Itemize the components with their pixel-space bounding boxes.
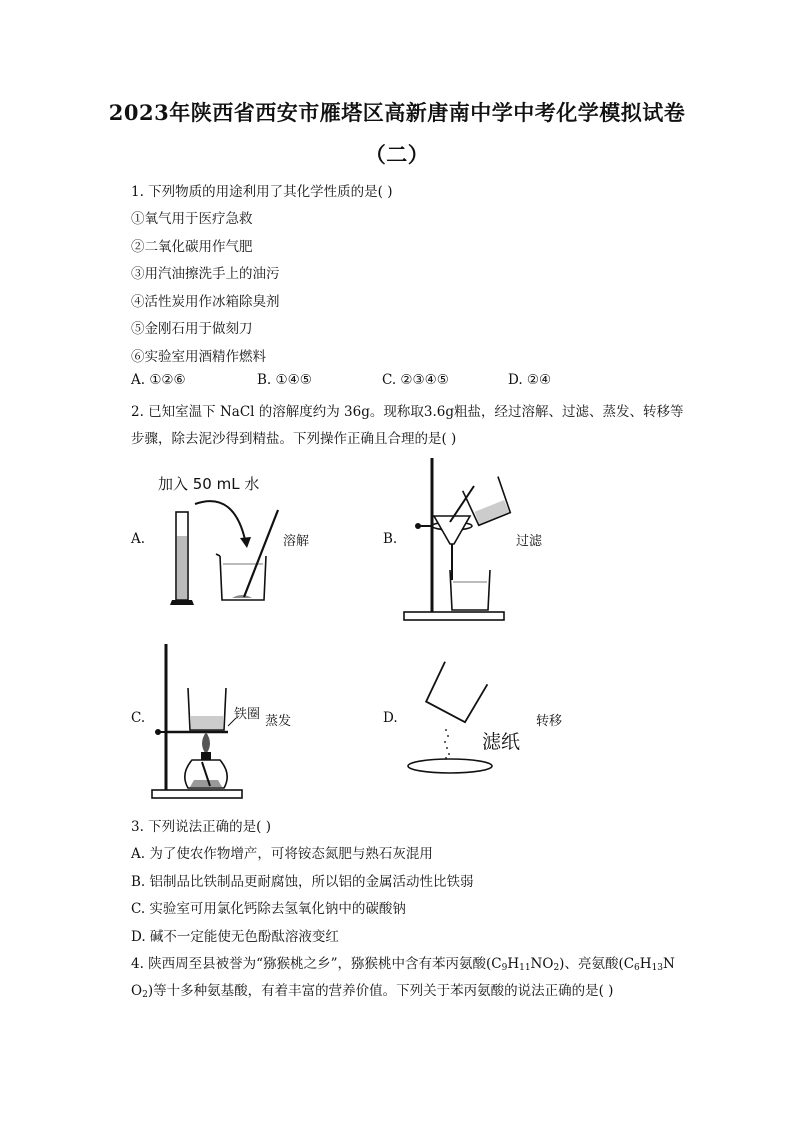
flame xyxy=(202,732,210,754)
q1-options xyxy=(131,372,691,392)
q2-stem-line-2: 步骤，除去泥沙得到精盐。下列操作正确且合理的是( ) xyxy=(131,431,457,447)
paper-title: 2023年陕西省西安市雁塔区高新唐南中学中考化学模拟试卷 xyxy=(108,100,686,125)
receiving-beaker xyxy=(450,570,490,610)
filter-paper xyxy=(408,759,492,773)
cylinder-base xyxy=(170,600,194,605)
transfer-figure xyxy=(400,656,520,780)
dissolve-label: 溶解 xyxy=(283,534,310,549)
q1-stem: 1. 下列物质的用途利用了其化学性质的是( ) xyxy=(131,184,393,200)
pour-arrow xyxy=(195,501,246,544)
q2-option-d[interactable]: D. xyxy=(383,710,398,726)
q4-stem-line-2: $O_2$)等十多种氨基酸，有着丰富的营养价值。下列关于苯丙氨酸的说法正确的是( ) xyxy=(131,983,614,1000)
q3-stem: 3. 下列说法正确的是( ) xyxy=(131,819,271,835)
stand-base xyxy=(404,612,504,620)
q2-option-a[interactable]: A. xyxy=(131,531,146,547)
q1-item-2: ②二氧化碳用作气肥 xyxy=(131,239,253,255)
falling-crystals xyxy=(444,729,450,759)
q2-option-b[interactable]: B. xyxy=(383,531,398,547)
add-water-annotation: 加入 50 mL 水 xyxy=(158,475,260,493)
q1-item-1: ①氧气用于医疗急救 xyxy=(131,211,253,227)
dissolve-figure xyxy=(150,462,290,612)
filter-label: 过滤 xyxy=(516,534,543,549)
q1-option-c[interactable]: C. ②③④⑤ xyxy=(382,372,449,388)
glass-rod xyxy=(244,510,278,597)
q1-item-6: ⑥实验室用酒精作燃料 xyxy=(131,349,266,365)
transfer-label: 转移 xyxy=(536,714,563,729)
q3-option-d[interactable]: D. 碱不一定能使无色酚酞溶液变红 xyxy=(131,929,339,945)
iron-ring-annotation: 铁圈 xyxy=(234,707,261,722)
q1-option-d[interactable]: D. ②④ xyxy=(508,372,552,388)
q1-item-3: ③用汽油擦洗手上的油污 xyxy=(131,266,280,282)
q4-stem-line-1: 4. 陕西周至县被誉为“猕猴桃之乡”，猕猴桃中含有苯丙氨酸$(C_9H_{11}NO_2)$、亮氨酸($C_6H_{13}N$ xyxy=(131,956,675,973)
filter-figure xyxy=(398,452,518,624)
filter-paper-annotation: 滤纸 xyxy=(482,731,520,753)
paper-title-suffix: （二） xyxy=(364,142,430,167)
q1-option-a[interactable]: A. ①②⑥ xyxy=(131,372,186,388)
q3-option-c[interactable]: C. 实验室可用氯化钙除去氢氧化钠中的碳酸钠 xyxy=(131,901,406,917)
stand-base xyxy=(152,790,242,798)
cylinder-liquid xyxy=(177,536,187,599)
q3-option-a[interactable]: A. 为了使农作物增产，可将铵态氮肥与熟石灰混用 xyxy=(131,846,433,862)
arrow-head xyxy=(240,537,251,548)
q1-item-5: ⑤金刚石用于做刻刀 xyxy=(131,321,253,337)
q2-stem-line-1: 2. 已知室温下 NaCl 的溶解度约为 36g。现称取3.6g粗盐，经过溶解、过滤、蒸发、转移等 xyxy=(131,404,684,420)
evaporate-label: 蒸发 xyxy=(265,714,292,729)
q1-item-4: ④活性炭用作冰箱除臭剂 xyxy=(131,294,280,310)
beaker xyxy=(220,556,266,600)
tilted-beaker xyxy=(424,662,487,723)
q2-option-c[interactable]: C. xyxy=(131,710,146,726)
q3-option-b[interactable]: B. 铝制品比铁制品更耐腐蚀，所以铝的金属活动性比铁弱 xyxy=(131,874,474,890)
sediment xyxy=(232,595,252,598)
q1-option-b[interactable]: B. ①④⑤ xyxy=(257,372,312,388)
